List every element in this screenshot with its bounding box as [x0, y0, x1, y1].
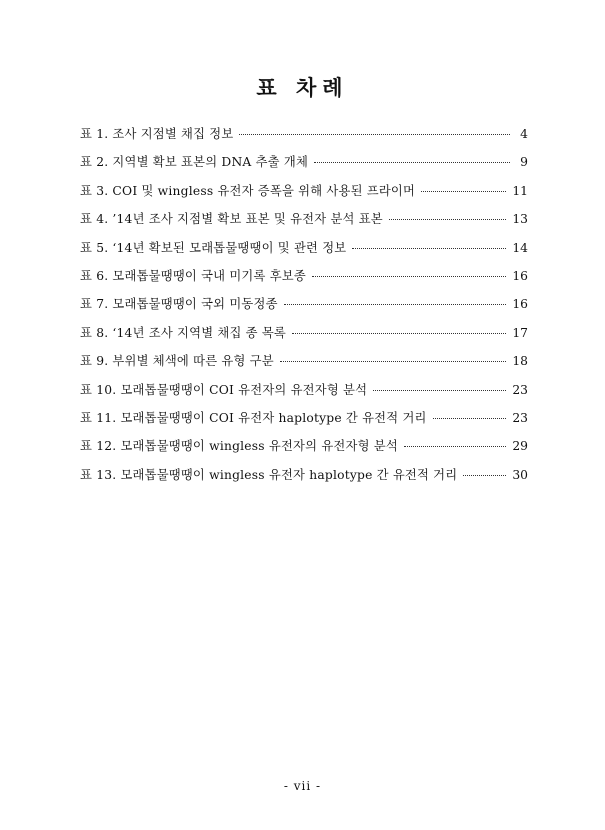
toc-entry[interactable] — [80, 294, 528, 322]
entry-label: 표 7. 모래톱물땡땡이 국외 미동정종 — [80, 297, 278, 312]
entry-page: 11 — [512, 183, 528, 198]
dot-leader — [373, 390, 506, 391]
toc-entry[interactable] — [80, 465, 528, 493]
toc-entry[interactable] — [80, 124, 528, 152]
entry-label: 표 4. ’14년 조사 지점별 확보 표본 및 유전자 분석 표본 — [80, 212, 383, 227]
toc-entry[interactable] — [80, 380, 528, 408]
entry-label: 표 6. 모래톱물땡땡이 국내 미기록 후보종 — [80, 268, 306, 283]
entry-page: 29 — [512, 439, 528, 454]
entry-label: 표 3. COI 및 wingless 유전자 증폭을 위해 사용된 프라이머 — [80, 183, 416, 198]
dot-leader — [421, 191, 506, 192]
toc-entry[interactable] — [80, 181, 528, 209]
table-list — [80, 124, 528, 493]
dot-leader — [314, 162, 510, 163]
entry-page: 13 — [512, 212, 528, 227]
entry-label: 표 8. ‘14년 조사 지역별 채집 종 목록 — [80, 325, 286, 340]
entry-label: 표 10. 모래톱물땡땡이 COI 유전자의 유전자형 분석 — [80, 382, 368, 397]
dot-leader — [239, 134, 510, 135]
entry-page: 16 — [512, 268, 528, 283]
toc-entry[interactable] — [80, 323, 528, 351]
dot-leader — [463, 475, 506, 476]
entry-label: 표 12. 모래톱물땡땡이 wingless 유전자의 유전자형 분석 — [80, 439, 398, 454]
dot-leader — [404, 446, 506, 447]
entry-label: 표 5. ‘14년 확보된 모래톱물땡땡이 및 관련 정보 — [80, 240, 347, 255]
dot-leader — [433, 418, 507, 419]
dot-leader — [312, 276, 506, 277]
toc-entry[interactable] — [80, 408, 528, 436]
toc-entry[interactable] — [80, 436, 528, 464]
toc-entry[interactable] — [80, 238, 528, 266]
entry-page: 9 — [520, 155, 528, 170]
dot-leader — [292, 333, 506, 334]
dot-leader — [352, 248, 506, 249]
entry-page: 4 — [520, 127, 528, 141]
entry-label: 표 9. 부위별 체색에 따른 유형 구분 — [80, 354, 274, 369]
entry-label: 표 13. 모래톱물땡땡이 wingless 유전자 haplotype 간 유전적 거리 — [80, 467, 458, 482]
dot-leader — [284, 304, 507, 305]
entry-page: 18 — [512, 354, 528, 369]
entry-label: 표 11. 모래톱물땡땡이 COI 유전자 haplotype 간 유전적 거리 — [80, 410, 427, 425]
page-number-footer: - vii - — [283, 779, 322, 793]
entry-page: 23 — [512, 382, 528, 397]
toc-entry[interactable] — [80, 351, 528, 379]
entry-label: 표 2. 지역별 확보 표본의 DNA 추출 개체 — [80, 155, 309, 170]
entry-page: 16 — [512, 297, 528, 312]
entry-page: 30 — [512, 467, 528, 482]
toc-entry[interactable] — [80, 152, 528, 180]
page-title: 표 차례 — [256, 75, 349, 100]
entry-label: 표 1. 조사 지점별 채집 정보 — [80, 127, 234, 141]
toc-entry[interactable] — [80, 266, 528, 294]
entry-page: 23 — [512, 410, 528, 425]
dot-leader — [389, 219, 506, 220]
entry-page: 17 — [512, 325, 528, 340]
dot-leader — [280, 361, 507, 362]
entry-page: 14 — [512, 240, 528, 255]
toc-entry[interactable] — [80, 209, 528, 237]
